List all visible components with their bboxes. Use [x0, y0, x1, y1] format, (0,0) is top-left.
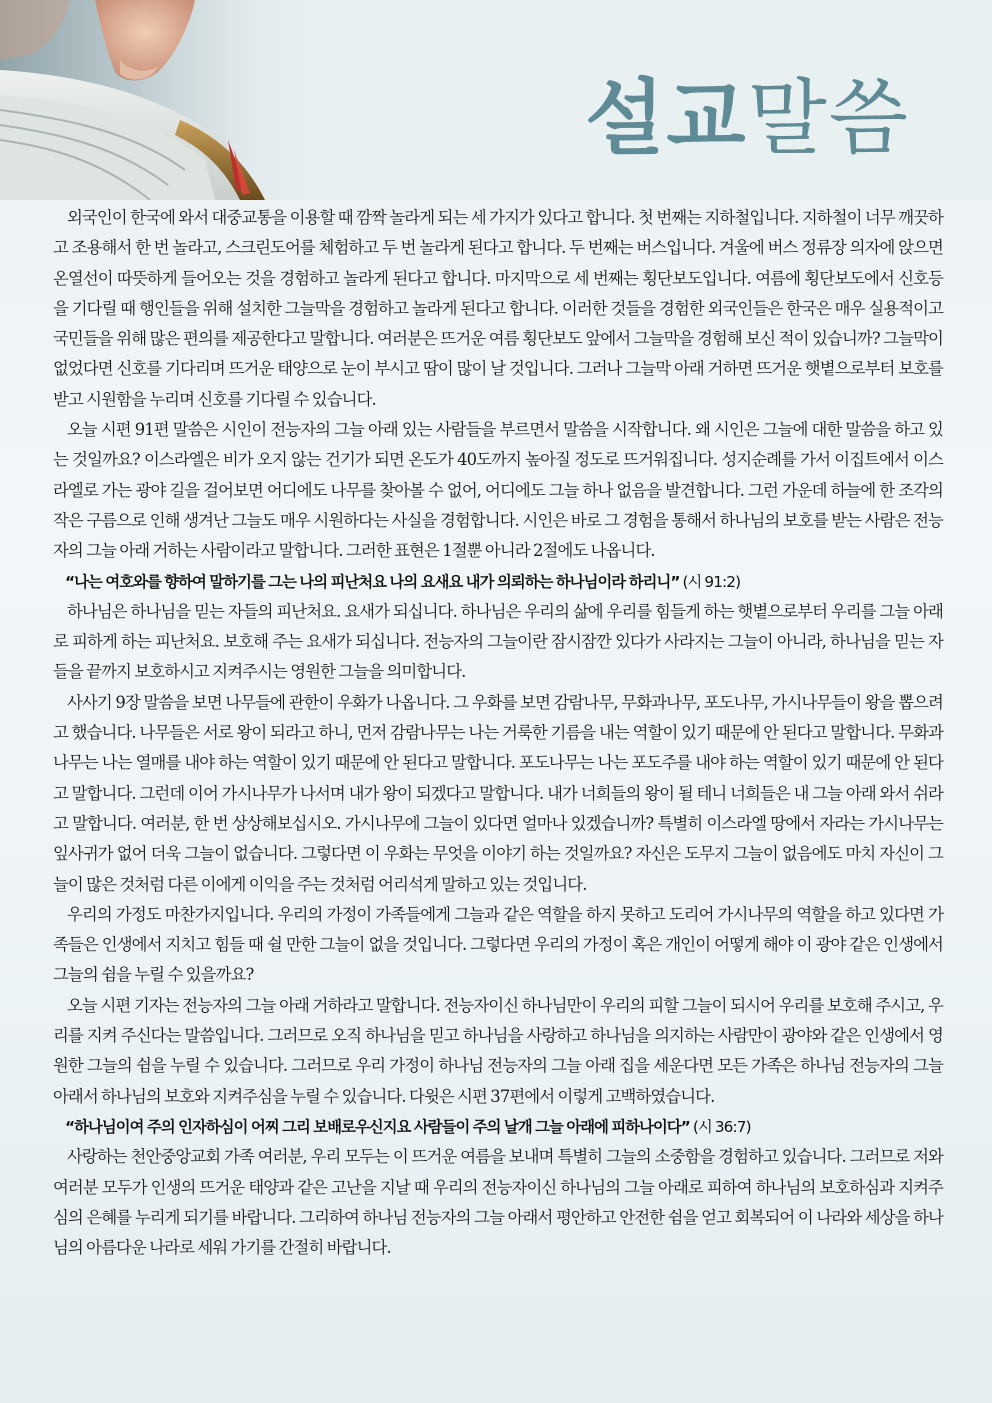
paragraph-2: 오늘 시편 91편 말씀은 시인이 전능자의 그늘 아래 있는 사람들을 부르면서 말씀을 시작합니다. 왜 시인은 그늘에 대한 말씀을 하고 있는 것일까요? 이스라엘은 비가 오지 않는 건기가 되면 온도가 40도까지 높아질 정도로 뜨거워집니다. 성지순례를 가서 이집트에서 이스라엘로 가는 광야 길을 걸어보면 어디에도 나무를 찾아볼 수 없어, 어디에도 그늘 하나 없음을 발견합니다. 그런 가운데 하늘에 한 조각의 작은 구름으로 인해 생겨난 그늘도 매우 시원하다는 사실을 경험합니다. 시인은 바로 그 경험을 통해서 하나님의 보호를 받는 사람은 전능자의 그늘 아래 거하는 사람이라고 말합니다. 그러한 표현은 1절뿐 아니라 2절에도 나옵니다. [53, 420, 943, 561]
paragraph-6: 오늘 시편 기자는 전능자의 그늘 아래 거하라고 말합니다. 전능자이신 하나님만이 우리의 피할 그늘이 되시어 우리를 보호해 주시고, 우리를 지켜 주신다는 말씀입니다. 그러므로 오직 하나님을 믿고 하나님을 사랑하고 하나님을 의지하는 사람만이 광야와 같은 인생에서 영원한 그늘의 쉼을 누릴 수 있습니다. 그러므로 우리 가정이 하나님 전능자의 그늘 아래 집을 세운다면 모든 가족은 하나님 전능자의 그늘 아래서 하나님의 보호와 지켜주심을 누릴 수 있습니다. 다윗은 시편 37편에서 이렇게 고백하였습니다. [53, 995, 943, 1106]
quote-2-reference: (시 36:7) [689, 1117, 751, 1136]
paragraph-1: 외국인이 한국에 와서 대중교통을 이용할 때 깜짝 놀라게 되는 세 가지가 있다고 합니다. 첫 번째는 지하철입니다. 지하철이 너무 깨끗하고 조용해서 한 번 놀라고, 스크린도어를 체험하고 두 번 놀라게 된다고 합니다. 두 번째는 버스입니다. 겨울에 버스 정류장 의자에 앉으면 온열선이 따뜻하게 들어오는 것을 경험하고 놀라게 된다고 합니다. 마지막으로 세 번째는 횡단보도입니다. 여름에 횡단보도에서 신호등을 기다릴 때 행인들을 위해 설치한 그늘막을 경험하고 놀라게 된다고 합니다. 이러한 것들을 경험한 외국인들은 한국은 매우 실용적이고 국민들을 위해 많은 편의를 제공한다고 말합니다. 여러분은 뜨거운 여름 횡단보도 앞에서 그늘막을 경험해 보신 적이 있습니까? 그늘막이 없었다면 신호를 기다리며 뜨거운 태양으로 눈이 부시고 땀이 많이 날 것입니다. 그러나 그늘막 아래 거하면 뜨거운 햇볕으로부터 보호를 받고 시원함을 누리며 신호를 기다릴 수 있습니다. [53, 208, 943, 409]
page-header [0, 0, 992, 200]
title-light: 말씀 [747, 71, 910, 166]
quote-1-reference: (시 91:2) [679, 572, 741, 591]
paragraph-4: 사사기 9장 말씀을 보면 나무들에 관한이 우화가 나옵니다. 그 우화를 보면 감람나무, 무화과나무, 포도나무, 가시나무들이 왕을 뽑으려고 했습니다. 나무들은 서로 왕이 되라고 하니, 먼저 감람나무는 나는 거룩한 기름을 내는 역할이 있기 때문에 안 된다고 말합니다. 무화과나무는 나는 열매를 내야 하는 역할이 있기 때문에 안 된다고 말합니다. 포도나무는 나는 포도주를 내야 하는 역할이 있기 때문에 안 된다고 말합니다. 그런데 이어 가시나무가 나서며 내가 왕이 되겠다고 말합니다. 내가 너희들의 왕이 될 테니 너희들은 내 그늘 아래 와서 쉬라고 말합니다. 여러분, 한 번 상상해보십시오. 가시나무에 그늘이 있다면 얼마나 있겠습니까? 특별히 이스라엘 땅에서 자라는 가시나무는 잎사귀가 없어 더욱 그늘이 없습니다. 그렇다면 이 우화는 무엇을 이야기 하는 것일까요? 자신은 도무지 그늘이 없음에도 마치 자신이 그늘이 많은 것처럼 다른 이에게 이익을 주는 것처럼 어리석게 말하고 있는 것입니다. [53, 692, 943, 894]
page-title [585, 71, 910, 166]
title-bold: 설교 [585, 71, 748, 166]
sermon-body [53, 203, 943, 1263]
scripture-quote-2 [53, 1112, 943, 1142]
quote-1-text: “나는 여호와를 향하여 말하기를 그는 나의 피난처요 나의 요새요 내가 의뢰하는 하나님이라 하리니” [65, 572, 680, 591]
quote-2-text: “하나님이여 주의 인자하심이 어찌 그리 보배로우신지요 사람들이 주의 날개 그늘 아래에 피하나이다” [65, 1117, 690, 1136]
paragraph-7: 사랑하는 천안중앙교회 가족 여러분, 우리 모두는 이 뜨거운 여름을 보내며 특별히 그늘의 소중함을 경험하고 있습니다. 그러므로 저와 여러분 모두가 인생의 뜨거운 태양과 같은 고난을 지날 때 우리의 전능자이신 하나님의 그늘 아래로 피하여 하나님의 보호하심과 지켜주심의 은혜를 누리게 되기를 바랍니다. 그리하여 하나님 전능자의 그늘 아래서 평안하고 안전한 쉼을 얻고 회복되어 이 나라와 세상을 하나님의 아름다운 나라로 세워 가기를 간절히 바랍니다. [53, 1147, 943, 1258]
scripture-quote-1 [53, 567, 943, 597]
paragraph-5: 우리의 가정도 마찬가지입니다. 우리의 가정이 가족들에게 그늘과 같은 역할을 하지 못하고 도리어 가시나무의 역할을 하고 있다면 가족들은 인생에서 지치고 힘들 때 쉴 만한 그늘이 없을 것입니다. 그렇다면 우리의 가정이 혹은 개인이 어떻게 해야 이 광야 같은 인생에서 그늘의 쉼을 누릴 수 있을까요? [53, 904, 943, 985]
paragraph-3: 하나님은 하나님을 믿는 자들의 피난처요. 요새가 되십니다. 하나님은 우리의 삶에 우리를 힘들게 하는 햇볕으로부터 우리를 그늘 아래로 피하게 하는 피난처요. 보호해 주는 요새가 되십니다. 전능자의 그늘이란 잠시잠깐 있다가 사라지는 그늘이 아니라, 하나님을 믿는 자들을 끝까지 보호하시고 지켜주시는 영원한 그늘을 의미합니다. [53, 601, 943, 682]
